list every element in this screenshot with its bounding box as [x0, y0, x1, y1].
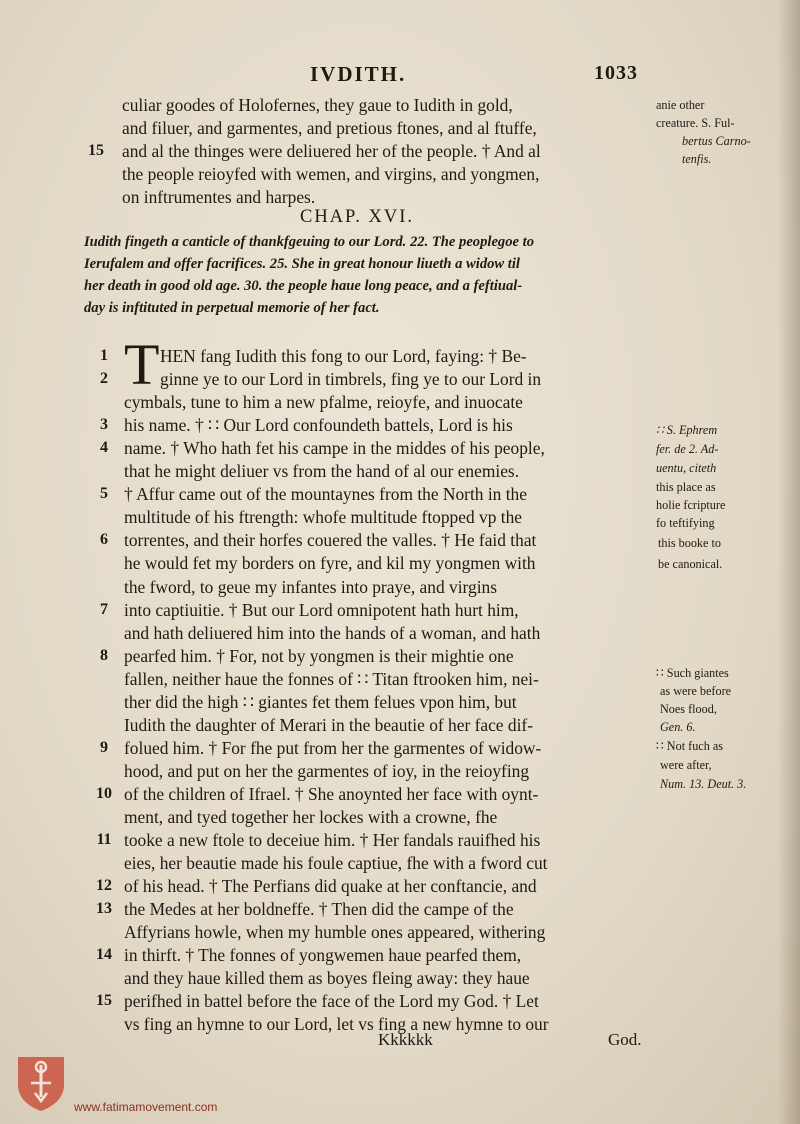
- verse-line: name. † Who hath fet his campe in the middes of his people,: [124, 438, 545, 459]
- verse-number: 5: [100, 485, 108, 503]
- margin-line: ∷ S. Ephrem: [656, 423, 718, 437]
- verse-number: 11: [96, 831, 112, 849]
- text-line: the people reioyfed with wemen, and virgins, and yongmen,: [122, 164, 540, 184]
- verse-line: † Affur came out of the mountaynes from the North in the: [124, 484, 527, 505]
- verse-line: and they haue killed them as boyes fleing away: they haue: [124, 968, 530, 989]
- verse-number: 7: [100, 600, 108, 618]
- page-edge-shadow: [778, 0, 800, 1124]
- verse-line: HEN fang Iudith this fong to our Lord, faying: † Be-: [160, 346, 527, 366]
- verse-line: perifhed in battel before the face of the Lord my God. † Let: [124, 991, 539, 1012]
- verse-number: 9: [100, 738, 108, 756]
- running-head: [0, 62, 800, 88]
- verse-line: into captiuitie. † But our Lord omnipotent hath hurt him,: [124, 599, 519, 620]
- text-line: on inftrumentes and harpes.: [122, 187, 316, 207]
- margin-line: anie other: [656, 98, 705, 112]
- margin-line: creature. S. Ful-: [656, 116, 735, 130]
- summary-line: day is inftituted in perpetual memorie of her fact.: [84, 300, 380, 316]
- margin-line: bertus Carno-: [682, 134, 751, 148]
- verse-line: and hath deliuered him into the hands of a woman, and hath: [124, 622, 541, 643]
- margin-line: Num. 13. Deut. 3.: [660, 777, 747, 791]
- verse-number: 6: [100, 531, 108, 549]
- verse-line: pearfed him. † For, not by yongmen is their mightie one: [124, 645, 514, 666]
- text-line: and al the thinges were deliuered her of the people. † And al: [122, 141, 541, 161]
- margin-line: uentu, citeth: [656, 461, 717, 475]
- verse-number: 8: [100, 646, 108, 664]
- drop-cap: T: [124, 332, 160, 397]
- verse-number: 15: [88, 142, 104, 159]
- margin-line: this place as: [656, 480, 716, 494]
- verse-line: cymbals, tune to him a new pfalme, reioyfe, and inuocate: [124, 392, 523, 413]
- summary-line: Ierufalem and offer facrifices. 25. She in great honour liueth a widow til: [84, 256, 520, 272]
- verse-line: folued him. † For fhe put from her the garmentes of widow-: [124, 737, 542, 758]
- verse-number: 15: [96, 992, 112, 1010]
- verse-line: that he might deliuer vs from the hand of al our enemies.: [124, 461, 520, 482]
- margin-line: holie fcripture: [656, 498, 726, 512]
- verse-number: 3: [100, 416, 108, 434]
- verse-line: hood, and put on her the garmentes of ioy, in the reioyfing: [124, 760, 530, 781]
- margin-line: ∷ Such giantes: [656, 666, 729, 680]
- verse-line: of his head. † The Perfians did quake at her conftancie, and: [124, 876, 537, 897]
- verse-number: 1: [100, 347, 108, 364]
- margin-line: as were before: [660, 684, 732, 698]
- verse-number: 4: [100, 439, 108, 457]
- catchword: God.: [608, 1030, 642, 1049]
- margin-line: ∷ Not fuch as: [656, 739, 723, 753]
- verse-number: 10: [96, 784, 112, 802]
- margin-line: fer. de 2. Ad-: [656, 442, 719, 456]
- verse-line: tooke a new ftole to deceiue him. † Her fandals rauifhed his: [124, 830, 541, 851]
- verse-line: his name. † ∷ Our Lord confoundeth battels, Lord is his: [124, 415, 513, 436]
- verse-line: of the children of Ifrael. † She anoynted her face with oynt-: [124, 783, 539, 804]
- verse-line: torrentes, and their horfes couered the valles. † He faid that: [124, 530, 537, 551]
- summary-line: Iudith fingeth a canticle of thankfgeuing to our Lord. 22. The peoplegoe to: [84, 234, 534, 250]
- verse-line: he would fet my borders on fyre, and kil my yongmen with: [124, 553, 536, 574]
- verse-line: Iudith the daughter of Merari in the beautie of her face dif-: [124, 714, 533, 735]
- margin-line: this booke to: [658, 536, 721, 550]
- verse-line: in thirft. † The fonnes of yongwemen haue pearfed them,: [124, 945, 522, 966]
- margin-line: Noes flood,: [660, 702, 717, 716]
- verse-line: fallen, neither haue the fonnes of ∷ Titan ftrooken him, nei-: [124, 668, 539, 689]
- text-line: and filuer, and garmentes, and pretious ftones, and al ftuffe,: [122, 118, 537, 138]
- verse-line: ther did the high ∷ giantes fet them felues vpon him, but: [124, 691, 517, 712]
- papal-keys-shield-icon: [14, 1053, 68, 1113]
- verse-line: multitude of his ftrength: whofe multitude ftopped vp the: [124, 507, 522, 528]
- verse-number: 12: [96, 877, 112, 895]
- verse-number: 14: [96, 946, 112, 964]
- verse-number: 2: [100, 370, 108, 388]
- verse-line: Affyrians howle, when my humble ones appeared, withering: [124, 922, 546, 943]
- verse-line: ment, and tyed together her lockes with a crowne, fhe: [124, 807, 498, 827]
- verse-line: eies, her beautie made his foule captiue, fhe with a fword cut: [124, 853, 548, 874]
- website-url[interactable]: www.fatimamovement.com: [74, 1100, 218, 1114]
- margin-line: were after,: [660, 758, 712, 772]
- verse-line: the fword, to geue my infantes into praye, and virgins: [124, 576, 498, 597]
- chapter-heading: CHAP. XVI.: [300, 207, 415, 227]
- margin-line: Gen. 6.: [660, 720, 696, 734]
- verse-line: vs fing an hymne to our Lord, let vs fing a new hymne to our: [124, 1014, 549, 1035]
- verse-line: ginne ye to our Lord in timbrels, fing ye to our Lord in: [160, 369, 542, 390]
- page-number: 1033: [594, 62, 638, 84]
- verse-line: the Medes at her boldneffe. † Then did the campe of the: [124, 899, 514, 920]
- summary-line: her death in good old age. 30. the people haue long peace, and a feftiual-: [84, 278, 523, 294]
- running-title: IVDITH.: [310, 62, 407, 86]
- margin-line: fo teftifying: [656, 516, 715, 530]
- signature-mark: Kkkkkk: [378, 1030, 433, 1049]
- verse-number: 13: [96, 900, 112, 918]
- margin-line: tenfis.: [682, 152, 712, 166]
- text-line: culiar goodes of Holofernes, they gaue to Iudith in gold,: [122, 95, 513, 115]
- margin-line: be canonical.: [658, 557, 723, 571]
